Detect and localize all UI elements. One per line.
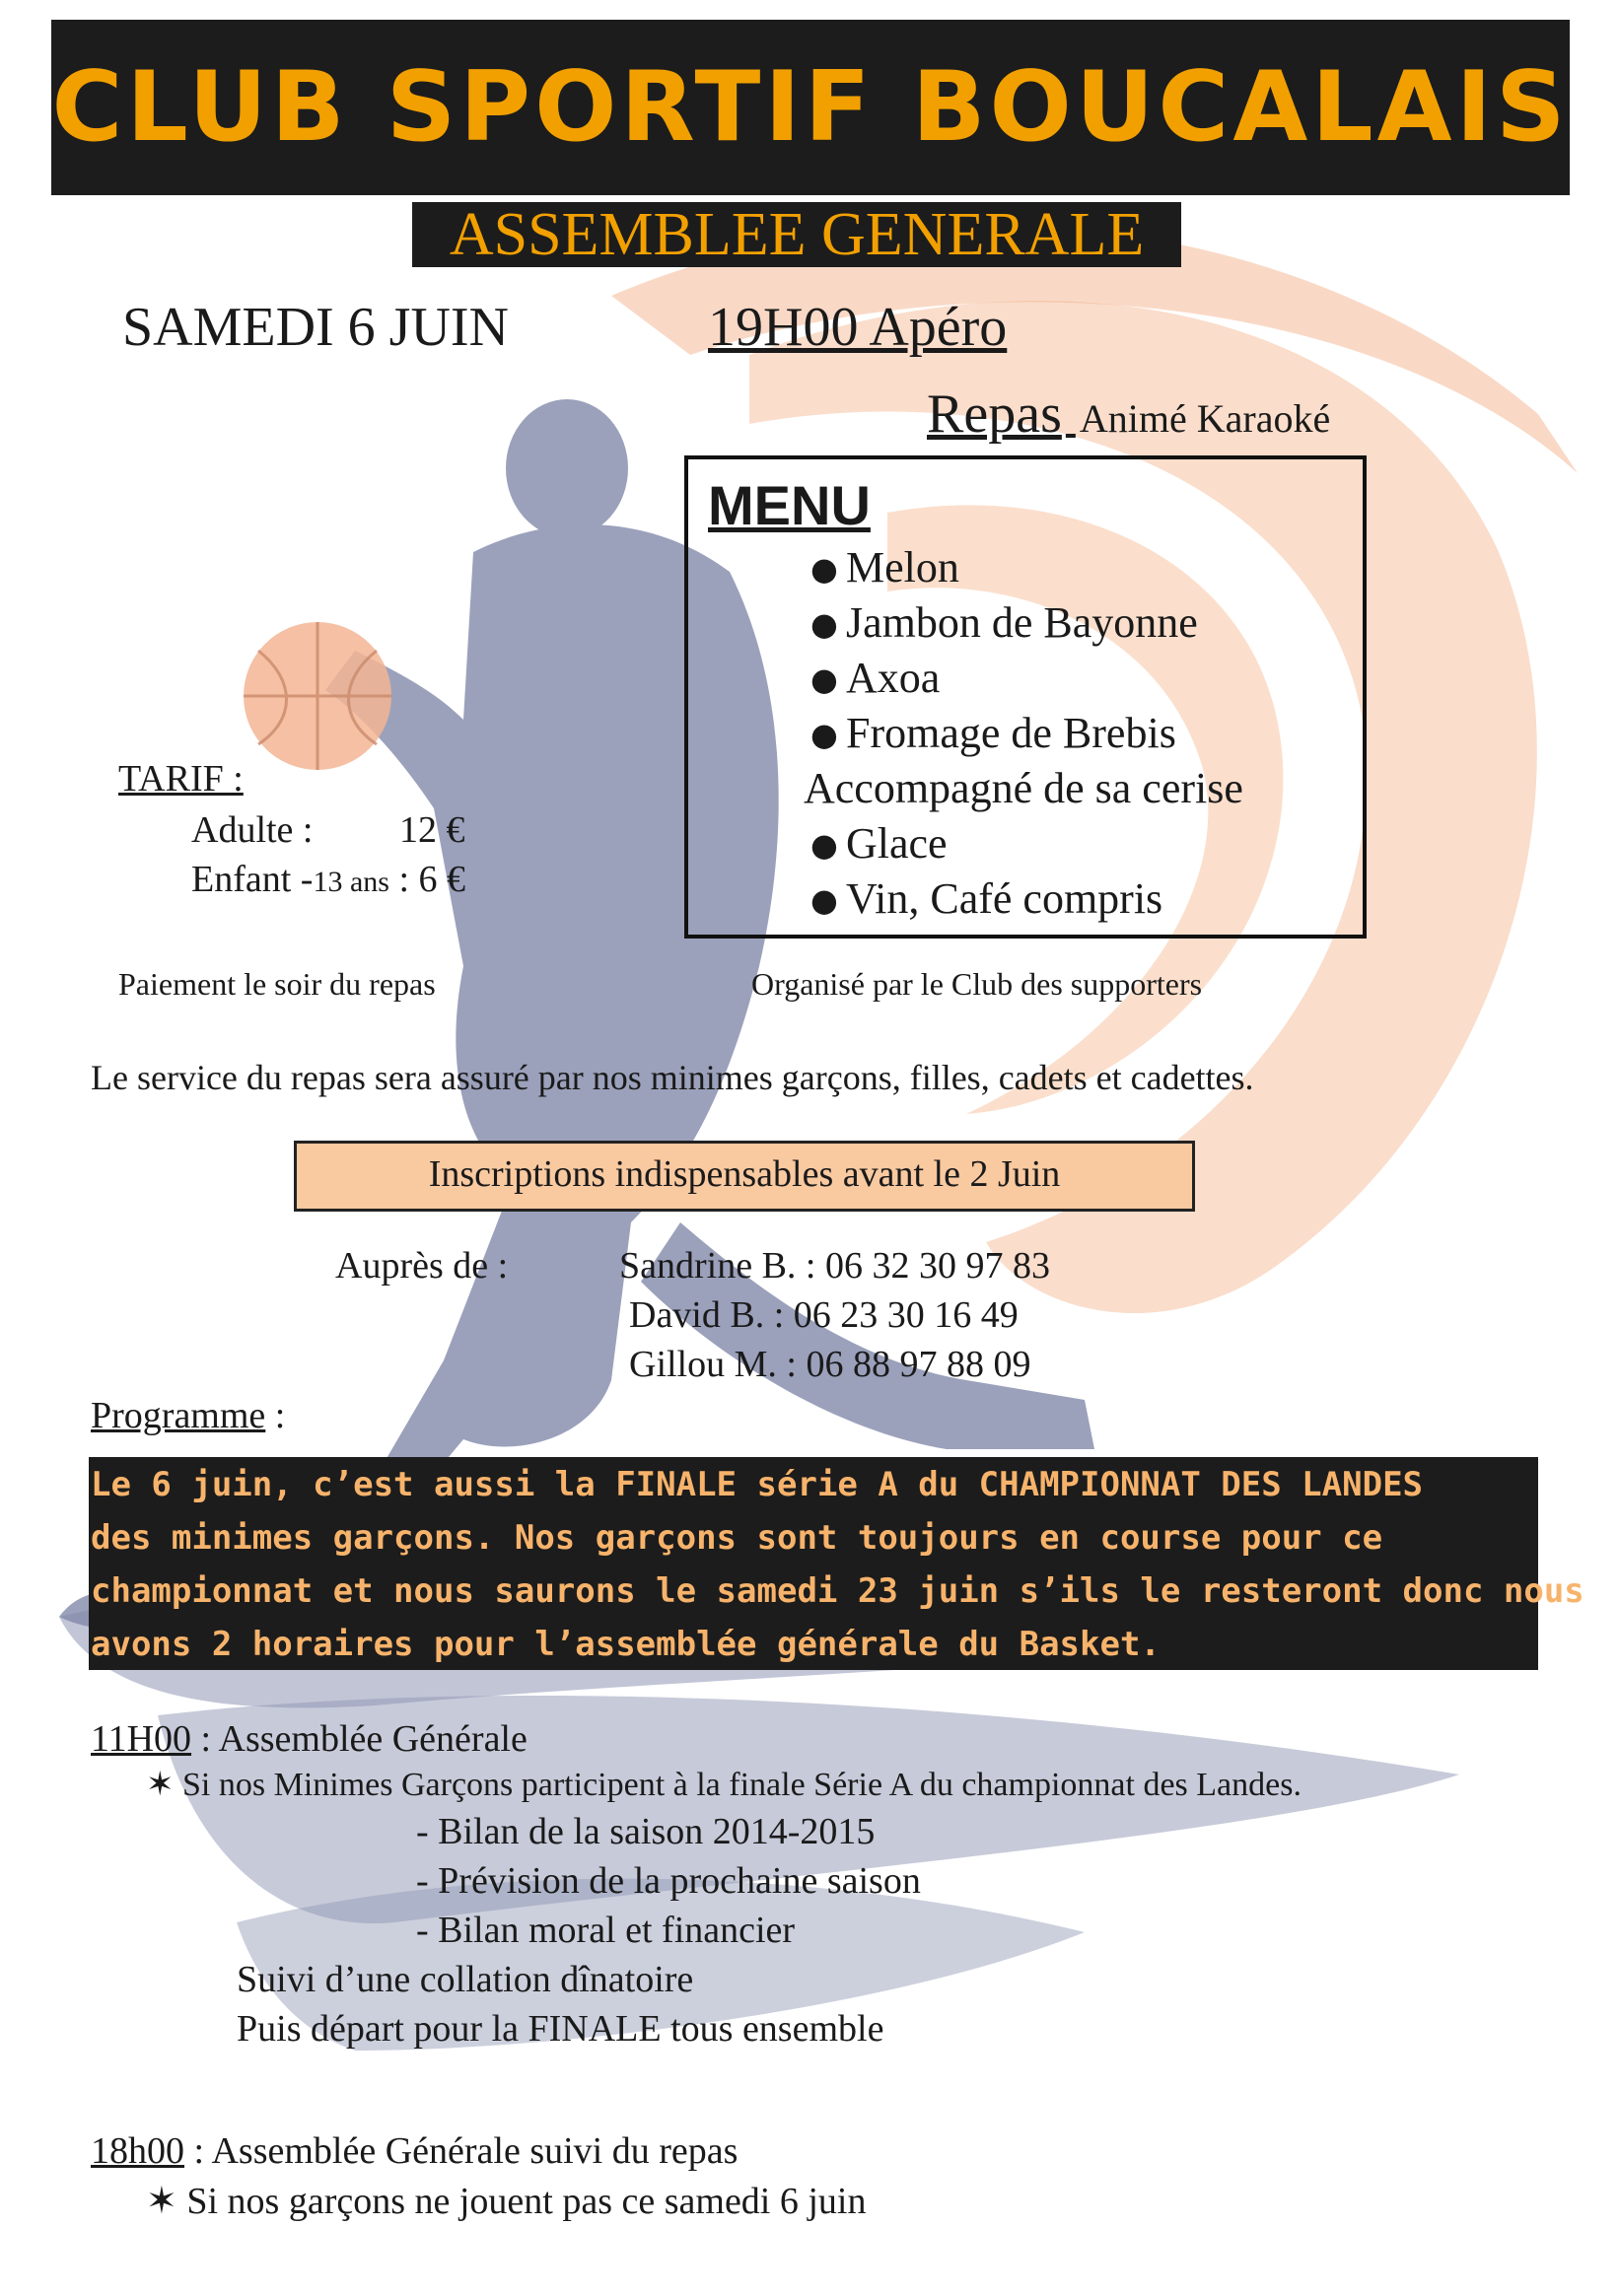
- schedule-11-item: - Bilan moral et financier: [416, 1910, 796, 1951]
- tarif-enfant: [191, 858, 465, 901]
- schedule-18-condition: Si nos garçons ne jouent pas ce samedi 6 juin: [186, 2181, 867, 2222]
- inscriptions-text: Inscriptions indispensables avant le 2 Juin: [428, 1153, 1061, 1195]
- repas-detail: Animé Karaoké: [1079, 396, 1331, 441]
- schedule-18-condition-row: [146, 2179, 866, 2223]
- menu-item: Melon: [846, 543, 959, 591]
- contact-gillou: Gillou M. : 06 88 97 88 09: [629, 1344, 1031, 1385]
- menu-item: Glace: [846, 819, 948, 868]
- bullet-dot-icon: ●: [810, 605, 838, 643]
- tarif-enfant-price: : 6 €: [398, 859, 466, 900]
- bullet-dot-icon: ●: [810, 716, 838, 753]
- schedule-11-condition-row: [146, 1765, 1302, 1804]
- contacts-label: Auprès de :: [335, 1245, 509, 1287]
- tarif-enfant-age: 13 ans: [313, 866, 389, 898]
- club-title: [51, 20, 1570, 195]
- programme-line: des minimes garçons. Nos garçons sont toujours en course pour ce: [91, 1518, 1383, 1558]
- menu-title: MENU: [708, 474, 871, 536]
- programme-line: championnat et nous saurons le samedi 23 juin s’ils le resteront donc nous: [91, 1571, 1584, 1611]
- schedule-18-time: 18h00: [91, 2130, 184, 2172]
- basketball-icon: [244, 622, 391, 770]
- schedule-11-heading: [91, 1717, 528, 1761]
- programme-heading: [91, 1394, 285, 1437]
- contact-sandrine: Sandrine B. : 06 32 30 97 83: [619, 1245, 1050, 1287]
- schedule-18-heading: [91, 2129, 738, 2173]
- schedule-11-item: - Prévision de la prochaine saison: [416, 1860, 921, 1902]
- club-title-text: CLUB SPORTIF BOUCALAIS: [51, 51, 1570, 164]
- menu-item: Accompagné de sa cerise: [804, 764, 1243, 812]
- bullet-dot-icon: ●: [810, 826, 838, 864]
- repas-label: Repas: [927, 383, 1062, 445]
- schedule-11-after: Suivi d’une collation dînatoire: [237, 1959, 694, 2000]
- menu-item: Axoa: [846, 654, 941, 702]
- schedule-11-item: - Bilan de la saison 2014-2015: [416, 1811, 876, 1852]
- bullet-dot-icon: ●: [810, 661, 838, 698]
- organizer-note: Organisé par le Club des supporters: [751, 966, 1203, 1002]
- bullet-dot-icon: ●: [810, 881, 838, 919]
- asterisk-icon: ✶: [146, 1767, 175, 1803]
- menu-item: Jambon de Bayonne: [846, 598, 1198, 647]
- subtitle: ASSEMBLEE GENERALE: [449, 200, 1145, 268]
- tarif-adulte-price: 12 €: [399, 809, 465, 851]
- programme-title: Programme: [91, 1395, 266, 1436]
- schedule-11-time: 11H00: [91, 1718, 192, 1760]
- menu-item: Vin, Café compris: [846, 874, 1163, 923]
- contact-david: David B. : 06 23 30 16 49: [629, 1294, 1019, 1336]
- event-repas: [927, 383, 1330, 446]
- schedule-11-after: Puis départ pour la FINALE tous ensemble: [237, 2008, 884, 2050]
- schedule-18-title: : Assemblée Générale suivi du repas: [184, 2130, 739, 2172]
- event-time: 19H00 Apéro: [708, 297, 1008, 358]
- tarif-enfant-label: Enfant -: [191, 859, 314, 900]
- asterisk-icon: ✶: [146, 2181, 177, 2222]
- service-note: Le service du repas sera assuré par nos minimes garçons, filles, cadets et cadettes.: [91, 1058, 1254, 1097]
- programme-line: Le 6 juin, c’est aussi la FINALE série A du CHAMPIONNAT DES LANDES: [91, 1465, 1424, 1504]
- schedule-11-title: : Assemblée Générale: [191, 1718, 528, 1760]
- payment-note: Paiement le soir du repas: [118, 966, 436, 1002]
- bullet-dot-icon: ●: [810, 550, 838, 588]
- tarif-adulte-label: Adulte :: [191, 809, 314, 851]
- schedule-11-condition: Si nos Minimes Garçons participent à la finale Série A du championnat des Landes.: [182, 1767, 1302, 1803]
- programme-line: avons 2 horaires pour l’assemblée générale du Basket.: [91, 1625, 1161, 1664]
- menu-item: Fromage de Brebis: [846, 709, 1176, 757]
- tarif-title: TARIF :: [118, 758, 244, 800]
- programme-colon: :: [265, 1395, 286, 1436]
- event-date: SAMEDI 6 JUIN: [122, 297, 509, 358]
